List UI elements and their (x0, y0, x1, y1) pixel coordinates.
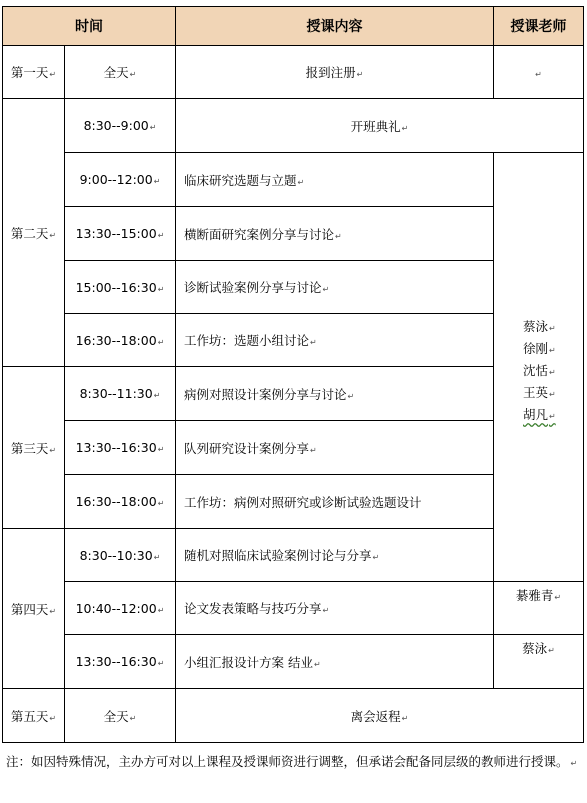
teacher-name: 蔡泳 ↵ (523, 317, 583, 339)
day-cell: 第四天 ↵ (3, 529, 65, 689)
table-row (3, 99, 584, 153)
header-row (3, 7, 584, 46)
time-cell: 13:30--15:00 ↵ (65, 207, 176, 261)
table-row (3, 153, 584, 207)
content-cell: 病例对照设计案例分享与讨论 ↵ (176, 367, 494, 421)
time-cell: 16:30--18:00 ↵ (65, 314, 176, 367)
table-row (3, 582, 584, 635)
table-row (3, 689, 584, 743)
time-cell: 10:40--12:00 ↵ (65, 582, 176, 635)
schedule-table (2, 6, 584, 743)
time-cell: 9:00--12:00 ↵ (65, 153, 176, 207)
teacher-name: 徐刚 ↵ (523, 339, 583, 361)
time-cell: 16:30--18:00 ↵ (65, 475, 176, 529)
content-cell: 临床研究选题与立题 ↵ (176, 153, 494, 207)
teacher-cell: ↵ (494, 46, 584, 99)
content-cell: 工作坊：病例对照研究或诊断试验选题设计 (176, 475, 494, 529)
content-cell: 工作坊：选题小组讨论 ↵ (176, 314, 494, 367)
content-cell: 小组汇报设计方案 结业 ↵ (176, 635, 494, 689)
time-cell: 8:30--9:00 ↵ (65, 99, 176, 153)
table-row (3, 46, 584, 99)
content-cell: 离会返程 ↵ (176, 689, 584, 743)
teacher-name: 王英 ↵ (523, 383, 583, 405)
time-cell: 15:00--16:30 ↵ (65, 261, 176, 314)
teacher-cell: 綦雅青 ↵ (494, 582, 584, 635)
header-teacher: 授课老师 (494, 7, 584, 46)
time-cell: 全天 ↵ (65, 46, 176, 99)
content-cell: 随机对照临床试验案例讨论与分享 ↵ (176, 529, 494, 582)
table-row (3, 635, 584, 689)
day-cell: 第一天 ↵ (3, 46, 65, 99)
time-cell: 8:30--10:30 ↵ (65, 529, 176, 582)
content-cell: 诊断试验案例分享与讨论 ↵ (176, 261, 494, 314)
footnote: 注：如因特殊情况，主办方可对以上课程及授课师资进行调整，但承诺会配备同层级的教师进行授课。 ↵ (6, 749, 584, 777)
time-cell: 8:30--11:30 ↵ (65, 367, 176, 421)
header-content: 授课内容 (176, 7, 494, 46)
content-cell: 队列研究设计案例分享 ↵ (176, 421, 494, 475)
teacher-name: 胡凡 ↵ (523, 405, 583, 427)
content-cell: 论文发表策略与技巧分享 ↵ (176, 582, 494, 635)
teacher-name: 沈恬 ↵ (523, 361, 583, 383)
teacher-group-cell (494, 153, 584, 582)
content-cell: 横断面研究案例分享与讨论 ↵ (176, 207, 494, 261)
teacher-list (494, 317, 583, 427)
day-cell: 第三天 ↵ (3, 367, 65, 529)
header-time: 时间 (3, 7, 176, 46)
teacher-cell: 蔡泳 ↵ (494, 635, 584, 689)
time-cell: 13:30--16:30 ↵ (65, 635, 176, 689)
content-cell: 开班典礼 ↵ (176, 99, 584, 153)
day-cell: 第二天 ↵ (3, 99, 65, 367)
content-cell: 报到注册 ↵ (176, 46, 494, 99)
time-cell: 全天 ↵ (65, 689, 176, 743)
day-cell: 第五天 ↵ (3, 689, 65, 743)
time-cell: 13:30--16:30 ↵ (65, 421, 176, 475)
